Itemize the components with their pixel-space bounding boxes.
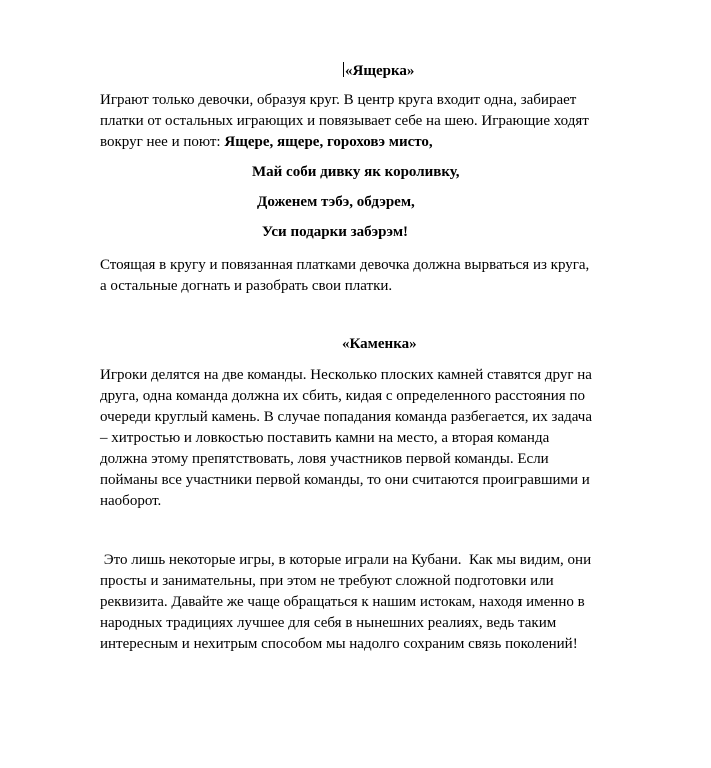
paragraph-line: просты и занимательны, при этом не требуют сложной подготовки или <box>100 573 554 589</box>
intro-plain-text: вокруг нее и поют: <box>100 134 225 150</box>
section1-intro-paragraph <box>100 90 660 153</box>
paragraph-line: Стоящая в кругу и повязанная платками девочка должна вырваться из круга, <box>100 257 590 273</box>
song-verse-line: Май соби дивку як короливку, <box>252 164 460 180</box>
paragraph-line: – хитростью и ловкостью поставить камни на место, а вторая команда <box>100 430 550 446</box>
paragraph-line: Это лишь некоторые игры, в которые играли на Кубани. Как мы видим, они <box>100 552 592 568</box>
paragraph-line: друга, одна команда должна их сбить, кидая с определенного расстояния по <box>100 388 585 404</box>
paragraph-line: платки от остальных играющих и повязывает себе на шею. Играющие ходят <box>100 113 589 129</box>
song-verse-line: Доженем тэбэ, обдэрем, <box>257 194 415 210</box>
paragraph-line: пойманы все участники первой команды, то они считаются проигравшими и <box>100 472 590 488</box>
song-verse-line: Уси подарки забэрэм! <box>262 224 409 240</box>
section-title-text: «Ящерка» <box>345 63 415 79</box>
paragraph-line: а остальные догнать и разобрать свои платки. <box>100 278 393 294</box>
conclusion-paragraph <box>100 550 660 655</box>
paragraph-line: должна этому препятствовать, ловя участников первой команды. Если <box>100 451 549 467</box>
paragraph-line: наоборот. <box>100 493 162 509</box>
section2-paragraph <box>100 365 660 512</box>
section-title-kamenka: «Каменка» <box>342 336 417 352</box>
paragraph-line: интересным и нехитрым способом мы надолго сохраним связь поколений! <box>100 636 578 652</box>
paragraph-line <box>100 132 660 153</box>
paragraph-line: реквизита. Давайте же чаще обращаться к нашим истокам, находя именно в <box>100 594 585 610</box>
section1-outro-paragraph <box>100 255 660 297</box>
song-first-line: Ящере, ящере, гороховэ мисто, <box>224 134 433 150</box>
paragraph-line: Игроки делятся на две команды. Несколько плоских камней ставятся друг на <box>100 367 592 383</box>
text-cursor <box>343 62 344 77</box>
paragraph-line: Играют только девочки, образуя круг. В центр круга входит одна, забирает <box>100 92 577 108</box>
paragraph-line: очереди круглый камень. В случае попадания команда разбегается, их задача <box>100 409 592 425</box>
section-title-yashcherka <box>343 62 414 80</box>
paragraph-line: народных традициях лучшее для себя в нынешних реалиях, ведь таким <box>100 615 557 631</box>
